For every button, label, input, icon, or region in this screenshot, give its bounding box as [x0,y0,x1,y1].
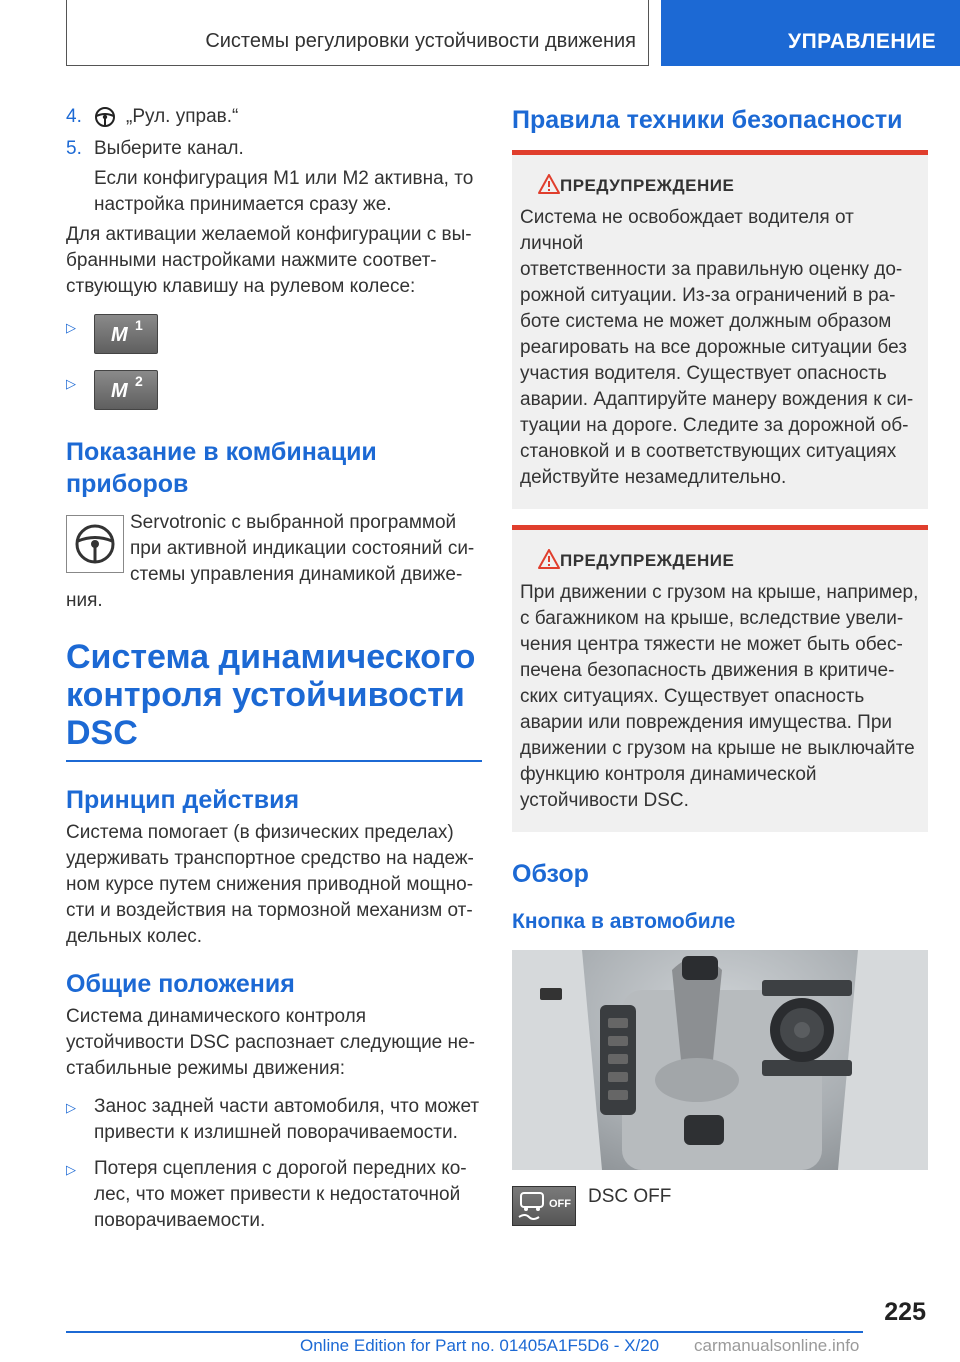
principle-paragraph [66,820,482,950]
text-line: функцию контроля динамической [520,764,817,785]
list-item [66,1094,482,1146]
key-m2-row [66,370,482,410]
edition-text: Online Edition for Part no. 01405A1F5D6 - X/20 [300,1336,660,1355]
text-line: аварии или повреждения имущества. При [520,712,893,733]
text-line: туации на дороге. Следите за дорожной об- [520,415,909,436]
text-line: Потеря сцепления с дорогой передних ко- [94,1157,467,1179]
dsc-button-label: DSC OFF [588,1186,672,1207]
step-4 [66,104,482,130]
warning-box [512,525,928,832]
step-5-note [66,166,482,218]
text-line: Система помогает (в физических пределах) [66,821,454,843]
general-heading: Общие положения [66,969,295,998]
heading-line: приборов [66,470,189,498]
activation-paragraph [66,222,482,300]
warning-header [520,548,920,574]
heading-line: контроля устойчивости [66,676,465,714]
step-text: Выберите канал. [94,138,244,159]
text-line: стабильные режимы движения: [66,1057,346,1079]
dsc-icon-text: OFF [549,1198,571,1210]
center-console-photo [512,950,928,1170]
text-line: аварии. Адаптируйте манеру вождения к си- [520,389,914,410]
text-line: настройка принимается сразу же. [94,194,392,215]
text-line: поворачиваемости. [94,1209,266,1231]
safety-heading: Правила техники безопасности [512,106,903,134]
text-line: ствующую клавишу на рулевом колесе: [66,276,416,297]
text-line: ских ситуациях. Существует опасность [520,686,865,707]
text-line: стемы управления динамикой движе- [130,564,463,585]
step-number: 5. [66,138,82,159]
text-line: привести к излишней поворачиваемости. [94,1121,458,1143]
warning-label: ПРЕДУПРЕЖДЕНИЕ [560,176,735,195]
button-heading: Кнопка в автомобиле [512,910,736,933]
cluster-heading [66,436,482,500]
cluster-block [66,510,482,620]
chapter-tab-label: УПРАВЛЕНИЕ [788,30,937,53]
heading-line: Показание в комбинации [66,438,377,466]
text-line: ответственности за правильную оценку до- [520,259,903,280]
dsc-button-row [512,1186,928,1226]
m1-key-icon [94,314,158,354]
text-line: устойчивости DSC распознает следующие не- [66,1031,475,1053]
step-number: 4. [66,106,82,127]
text-line: дельных колес. [66,925,203,947]
warning-label: ПРЕДУПРЕЖДЕНИЕ [560,551,735,570]
key-m1-row [66,314,482,354]
bullet-triangle-icon: ▷ [66,1099,76,1115]
dsc-heading [66,638,482,752]
warning-triangle-icon [520,549,560,574]
header-section-box [66,0,649,66]
list-item [66,1156,482,1234]
text-line: При движении с грузом на крыше, например, [520,582,919,603]
page-number: 225 [884,1298,926,1326]
heading-line: DSC [66,714,138,752]
text-line: ном курсе путем снижения приводной мощно- [66,873,474,895]
steering-wheel-icon [94,104,126,130]
text-line: реагировать на все дорожные ситуации без [520,337,907,358]
text-line: чения центра тяжести не может быть обес- [520,634,903,655]
step-text: „Рул. управ.“ [126,106,239,127]
text-line: Если конфигурация M1 или M2 активна, то [94,168,474,189]
text-line: Servotronic с выбранной программой [130,512,457,533]
key-glyph: M [111,380,128,402]
warning-triangle-icon [520,174,560,199]
servotronic-icon [66,515,124,573]
overview-heading: Обзор [512,860,589,888]
text-line: участия водителя. Существует опасность [520,363,887,384]
warning-header [520,173,920,199]
text-line: рожной ситуации. Из-за ограничений в ра- [520,285,896,306]
heading-divider [66,760,482,762]
dsc-off-icon [512,1186,576,1226]
m2-key-icon [94,370,158,410]
text-line: сти и воздействия на тормозной механизм от- [66,899,473,921]
text-line: Система динамического контроля [66,1005,367,1027]
text-line: боте система не может должным образом [520,311,892,332]
principle-heading: Принцип действия [66,785,300,814]
bullet-triangle-icon: ▷ [66,1161,76,1177]
key-number: 1 [135,317,143,333]
chapter-tab[interactable] [661,0,960,66]
key-glyph: M [111,324,128,346]
text-line: устойчивости DSC. [520,790,689,811]
watermark-link[interactable]: carmanualsonline.info [690,1336,859,1356]
left-column [66,104,482,1234]
text-line: бранными настройками нажмите соответ- [66,250,437,271]
text-line: движении с грузом на крыше не выключайте [520,738,915,759]
text-line: Для активации желаемой конфигурации с вы- [66,224,472,245]
warning-box [512,150,928,509]
heading-line: Система динамического [66,638,476,676]
right-column [512,104,928,1226]
bullet-triangle-icon: ▷ [66,320,76,335]
text-line: печена безопасность движения в критиче- [520,660,895,681]
text-line: удерживать транспортное средство на надеж- [66,847,474,869]
text-line: Занос задней части автомобиля, что может [94,1095,480,1117]
key-number: 2 [135,373,143,389]
text-line: с багажником на крыше, вследствие увели- [520,608,904,629]
bullet-triangle-icon: ▷ [66,376,76,391]
text-line: ния. [66,590,103,611]
text-line: лес, что может привести к недостаточной [94,1183,461,1205]
section-title: Системы регулировки устойчивости движения [205,30,636,52]
step-5 [66,136,482,162]
text-line: при активной индикации состояний си- [130,538,475,559]
text-line: Система не освобождает водителя от личной [520,207,854,254]
footer-divider [66,1331,863,1333]
text-line: действуйте незамедлительно. [520,467,787,488]
text-line: становкой и в соответствующих ситуациях [520,441,897,462]
general-paragraph [66,1004,482,1082]
